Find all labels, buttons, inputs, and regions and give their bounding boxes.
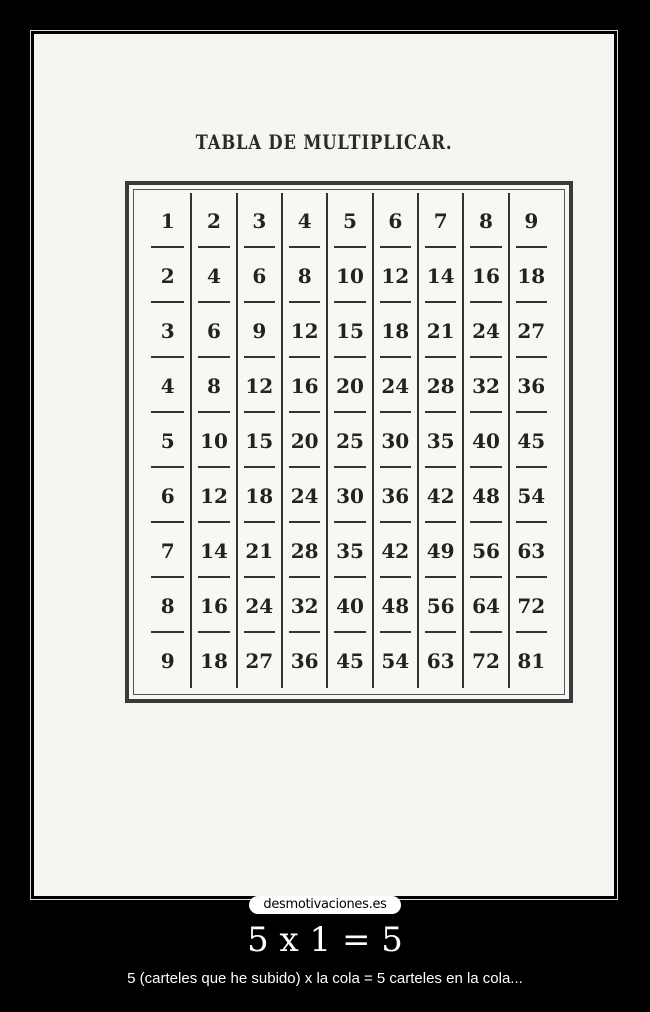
table-cell: 42 [417,468,462,523]
table-cell: 16 [190,578,235,633]
poster-frame [30,30,618,900]
table-cell: 24 [372,358,417,413]
table-cell: 4 [190,248,235,303]
table-cell: 27 [236,633,281,688]
table-cell: 18 [508,248,553,303]
table-cell: 20 [326,358,371,413]
table-cell: 36 [281,633,326,688]
table-cell: 30 [326,468,371,523]
table-cell: 81 [508,633,553,688]
table-cell: 12 [236,358,281,413]
table-cell: 64 [462,578,507,633]
site-logo[interactable]: desmotivaciones.es [249,896,400,914]
caption-title: 5 x 1 = 5 [247,920,403,960]
table-cell: 8 [281,248,326,303]
table-cell: 32 [462,358,507,413]
table-cell: 5 [326,193,371,248]
table-cell: 21 [417,303,462,358]
table-cell: 1 [145,193,190,248]
scanned-page [34,34,614,896]
table-cell: 6 [236,248,281,303]
table-cell: 6 [145,468,190,523]
table-cell: 8 [190,358,235,413]
table-cell: 7 [417,193,462,248]
table-cell: 45 [508,413,553,468]
table-cell: 49 [417,523,462,578]
table-cell: 63 [417,633,462,688]
table-cell: 36 [508,358,553,413]
table-cell: 28 [281,523,326,578]
table-cell: 20 [281,413,326,468]
table-cell: 18 [190,633,235,688]
table-cell: 36 [372,468,417,523]
table-cell: 4 [145,358,190,413]
table-cell: 3 [145,303,190,358]
table-cell: 2 [190,193,235,248]
table-cell: 40 [462,413,507,468]
table-cell: 54 [508,468,553,523]
table-cell: 9 [508,193,553,248]
table-cell: 18 [236,468,281,523]
table-cell: 35 [417,413,462,468]
table-cell: 24 [281,468,326,523]
table-cell: 14 [417,248,462,303]
table-cell: 5 [145,413,190,468]
table-cell: 6 [372,193,417,248]
table-cell: 6 [190,303,235,358]
caption-subtitle: 5 (carteles que he subido) x la cola = 5 carteles en la cola... [127,970,523,987]
table-cell: 12 [190,468,235,523]
table-cell: 12 [372,248,417,303]
table-cell: 63 [508,523,553,578]
brand-banner [0,893,650,914]
table-cell: 40 [326,578,371,633]
table-cell: 3 [236,193,281,248]
table-cell: 12 [281,303,326,358]
document-title: TABLA DE MULTIPLICAR. [195,130,453,154]
table-cell: 10 [190,413,235,468]
table-cell: 24 [236,578,281,633]
table-cell: 21 [236,523,281,578]
table-cell: 32 [281,578,326,633]
table-cell: 45 [326,633,371,688]
table-cell: 25 [326,413,371,468]
table-cell: 56 [417,578,462,633]
multiplication-table [125,181,573,703]
table-cell: 2 [145,248,190,303]
table-cell: 48 [372,578,417,633]
table-cell: 9 [160,648,175,673]
table-cell: 18 [372,303,417,358]
table-cell: 7 [145,523,190,578]
table-cell: 16 [462,248,507,303]
table-cell: 72 [508,578,553,633]
table-cell: 4 [281,193,326,248]
table-cell: 8 [145,578,190,633]
table-cell: 8 [462,193,507,248]
table-cell: 10 [326,248,371,303]
table-cell: 48 [462,468,507,523]
table-cell: 30 [372,413,417,468]
table-cell: 9 [236,303,281,358]
table-cell: 35 [326,523,371,578]
table-cell: 72 [462,633,507,688]
table-cell: 24 [462,303,507,358]
table-cell: 27 [508,303,553,358]
table-cell: 56 [462,523,507,578]
table-cell: 42 [372,523,417,578]
table-cell: 15 [236,413,281,468]
table-cell: 28 [417,358,462,413]
table-cell: 14 [190,523,235,578]
table-grid [145,193,553,688]
table-cell: 16 [281,358,326,413]
table-cell: 15 [326,303,371,358]
table-cell: 54 [372,633,417,688]
